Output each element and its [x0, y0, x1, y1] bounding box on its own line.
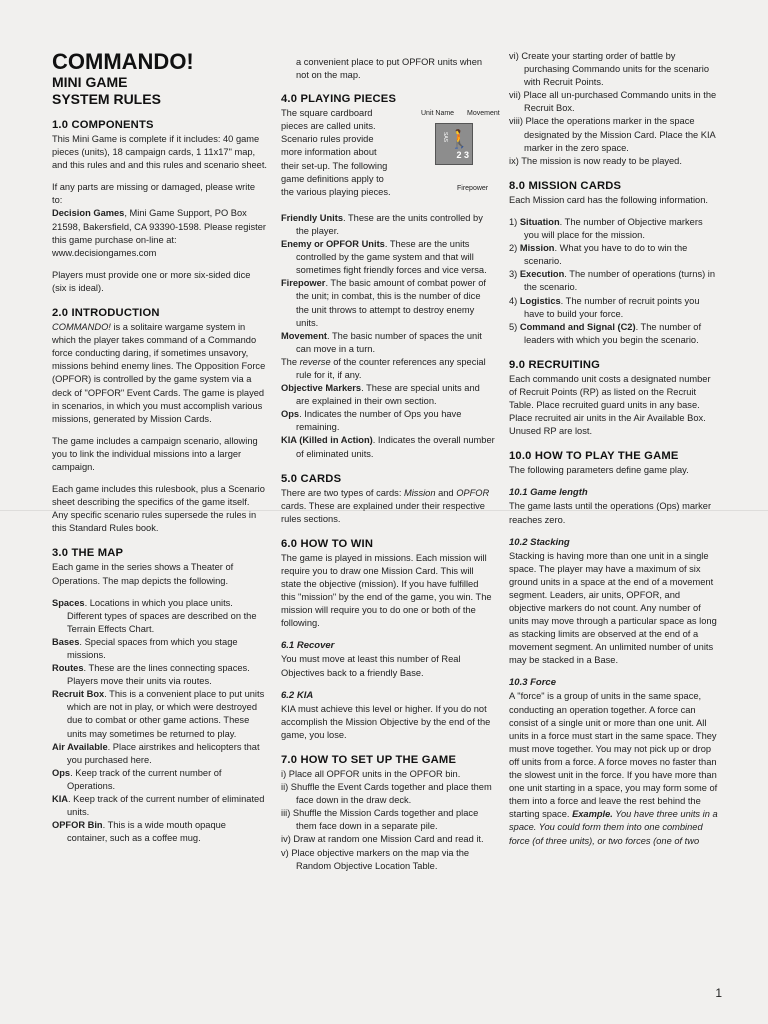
subsection-heading: 10.3 Force	[509, 677, 556, 689]
text: A "force" is a group of units in the same space, conducting an operation together. A force can consist of a single unit or more than one unit. All units in a force must start in the same space. They must move together. You may not pick up or drop off units from a force. A force moves no faster than the slowest unit in the force. If you have more than one unit starting in a space, you may form some of them into a force and leave the rest behind the starting space.	[509, 691, 718, 820]
definition: . The basic number of spaces the unit can move in a turn.	[296, 330, 482, 354]
mission-card-item	[509, 242, 719, 268]
emphasis: reverse	[299, 356, 331, 367]
firepower-label: Firepower	[457, 185, 489, 193]
term: Air Available	[52, 741, 108, 752]
text: cards. These are explained under their respective rules sections.	[281, 500, 485, 524]
item-number: 5)	[509, 321, 520, 332]
paragraph: The following parameters define game play.	[509, 465, 689, 476]
text: If any parts are missing or damaged, please write to:	[52, 182, 256, 206]
emphasis: Mission	[403, 487, 436, 498]
term: Movement	[281, 330, 327, 341]
counter-values: 2 3	[456, 150, 469, 161]
definition: . These are special units and are explained in their own section.	[296, 383, 480, 407]
item-number: 4)	[509, 295, 520, 306]
paragraph	[52, 181, 267, 260]
section-components	[52, 118, 267, 295]
section-mission-cards	[509, 179, 719, 347]
example-text: You have three units in a space. You could form them into one combined force (of three units), or two forces (one of two	[509, 809, 718, 846]
mission-card-item	[509, 295, 719, 321]
definition: . This is a convenient place to put units which are not in play, or which were destroyed due to combat or other game actions. These units may sometimes be returned to play.	[67, 689, 265, 739]
column-2	[281, 56, 500, 884]
definition: . The number of Objective markers you will place for the mission.	[524, 216, 703, 241]
term: KIA (Killed in Action)	[281, 435, 373, 446]
term: Firepower	[281, 278, 326, 289]
term: KIA	[52, 794, 69, 805]
paragraph	[281, 487, 495, 526]
setup-step: v) Place objective markers on the map via the Random Objective Location Table.	[281, 847, 470, 871]
section-heading: 1.0 COMPONENTS	[52, 119, 154, 131]
paragraph: Players must provide one or more six-sided dice (six is ideal).	[52, 269, 251, 293]
setup-step: iv) Draw at random one Mission Card and read it.	[281, 834, 484, 845]
term: Execution	[519, 269, 565, 280]
definition-item	[281, 238, 495, 277]
text: There are two types of cards:	[281, 487, 404, 498]
definition-item	[281, 382, 495, 408]
section-cards	[281, 472, 495, 526]
definition-item	[52, 741, 267, 767]
paragraph: The square cardboard pieces are called units. Scenario rules provide more information about their set-up. The following game definitions apply to the various playing pieces.	[281, 108, 391, 197]
counter-side-text: SAS	[442, 132, 449, 143]
definition: . These are the units controlled by the game system and that will sometimes fight friendly forces and vice versa.	[296, 239, 487, 276]
term: Bases	[52, 636, 80, 647]
section-recruiting	[509, 358, 719, 438]
term: Mission	[519, 243, 555, 254]
term: OPFOR Bin	[52, 820, 103, 831]
section-setup-continued	[509, 50, 719, 168]
item-number: 1)	[509, 216, 520, 227]
definition-item	[52, 636, 267, 662]
setup-step: vi) Create your starting order of battle by purchasing Commando units for the scenario with Recruit Points.	[509, 51, 710, 88]
definition-item	[281, 330, 495, 356]
page-subtitle	[52, 74, 267, 108]
term: Objective Markers	[281, 383, 362, 394]
definition-item	[281, 356, 495, 382]
definition: . Keep track of the current number of Operations.	[67, 767, 222, 791]
section-heading: 8.0 MISSION CARDS	[509, 179, 622, 192]
definition-item	[52, 819, 267, 845]
definition-item	[281, 434, 495, 460]
definition: . Indicates the number of Ops you have remaining.	[296, 409, 462, 433]
definition-item	[281, 408, 495, 434]
mission-card-item	[509, 268, 719, 294]
section-heading: 2.0 INTRODUCTION	[52, 307, 160, 320]
subsection-heading: 6.1 Recover	[281, 640, 335, 652]
definition: . The number of recruit points you have to build your force.	[524, 295, 700, 319]
subsection-heading: 10.1 Game length	[509, 487, 588, 499]
paragraph: KIA must achieve this level or higher. If you do not accomplish the Mission Objective by the end of the game, you lose.	[281, 703, 491, 740]
section-heading: 4.0 PLAYING PIECES	[281, 93, 397, 106]
setup-step: ix) The mission is now ready to be played.	[509, 155, 682, 166]
column-1	[52, 50, 267, 856]
term: Logistics	[519, 295, 561, 306]
definition: . Keep track of the current number of eliminated units.	[67, 794, 265, 818]
term: Recruit Box	[52, 689, 105, 700]
term: Situation	[519, 216, 560, 227]
term: Spaces	[52, 597, 85, 608]
definition: . Special spaces from which you stage missions.	[67, 636, 238, 660]
game-title: COMMANDO!	[52, 322, 111, 333]
definition-item	[281, 212, 495, 238]
mission-card-item	[509, 321, 719, 347]
section-introduction	[52, 306, 267, 535]
company-name: Decision Games	[52, 208, 125, 219]
paragraph: Each game includes this rulesbook, plus a Scenario sheet describing the specifics of the game itself. Any specific scenario rules supersede the rules in this Standard Rules book.	[52, 484, 265, 534]
definition-item	[52, 767, 267, 793]
mission-card-item	[509, 216, 719, 242]
paragraph: Each Mission card has the following information.	[509, 194, 708, 205]
soldier-figure-icon: 🚶	[448, 129, 471, 150]
paragraph: The game lasts until the operations (Ops) marker reaches zero.	[509, 501, 712, 525]
term: Routes	[52, 663, 84, 674]
text: The	[281, 356, 300, 367]
paragraph: The game is played in missions. Each mission will require you to draw one Mission Card. This will state the objective (mission). If you have fulfilled this "mission" by the end of the game, you win. The mission will require you to do one or both of the following.	[281, 552, 492, 629]
continued-text: a convenient place to put OPFOR units when not on the map.	[296, 57, 483, 81]
definition: . These are the lines connecting spaces. Players move their units via routes.	[67, 663, 250, 687]
unit-counter	[435, 123, 473, 165]
paragraph	[52, 321, 267, 426]
section-heading: 9.0 RECRUITING	[509, 358, 601, 371]
section-the-map	[52, 546, 267, 845]
subtitle-line-1: MINI GAME	[52, 74, 128, 90]
section-how-to-play	[509, 449, 719, 847]
definition: . Place airstrikes and helicopters that you purchased here.	[67, 741, 260, 765]
page-title: COMMANDO!	[52, 49, 194, 74]
subtitle-line-2: SYSTEM RULES	[52, 91, 161, 107]
unit-name-label: Unit Name	[421, 110, 455, 118]
paragraph: Each game in the series shows a Theater of Operations. The map depicts the following.	[52, 562, 234, 586]
definition: . The number of leaders with which you begin the scenario.	[524, 321, 702, 345]
section-setup	[281, 753, 495, 873]
paragraph: Each commando unit costs a designated number of Recruit Points (RP) as listed on the Recruit Table. Place recruited guard units in any base. Place recruited air units in the Air Available Box. Unused RP are lost.	[509, 373, 711, 437]
section-how-to-win	[281, 537, 495, 742]
definition: . This is a wide mouth opaque container, such as a coffee mug.	[67, 820, 226, 844]
movement-label: Movement	[467, 110, 500, 118]
subsection-heading: 10.2 Stacking	[509, 536, 570, 548]
emphasis: OPFOR	[456, 487, 490, 498]
section-playing-pieces	[281, 92, 500, 460]
setup-step: vii) Place all un-purchased Commando units in the Recruit Box.	[509, 90, 717, 114]
section-heading: 5.0 CARDS	[281, 472, 342, 485]
unit-counter-diagram	[395, 107, 500, 203]
setup-step: viii) Place the operations marker in the space designated by the Mission Card. Place the KIA marker in the zero space.	[509, 116, 716, 153]
subsection-heading: 6.2 KIA	[281, 689, 314, 701]
term: Ops	[52, 767, 71, 778]
definition-item	[52, 793, 267, 819]
section-heading: 6.0 HOW TO WIN	[281, 537, 374, 550]
item-number: 2)	[509, 243, 520, 254]
text: and	[435, 487, 457, 498]
definition-item	[52, 662, 267, 688]
definition-item	[52, 597, 267, 636]
definition: . The number of operations (turns) in the scenario.	[524, 269, 716, 293]
paragraph: This Mini Game is complete if it includes: 40 game pieces (units), 18 campaign cards, 1 11x17" map, and this rules and and this rules and scenario sheet.	[52, 134, 267, 171]
definition: . These are the units controlled by the player.	[296, 212, 483, 236]
definition-item	[52, 688, 267, 740]
section-heading: 3.0 THE MAP	[52, 547, 124, 560]
paragraph	[509, 690, 719, 847]
term: Friendly Units	[281, 212, 343, 223]
paragraph: You must move at least this number of Real Objectives back to a friendly Base.	[281, 654, 461, 678]
definition-item	[281, 277, 495, 329]
column-3	[509, 50, 719, 859]
setup-step: iii) Shuffle the Mission Cards together and place them face down in a separate pile.	[281, 808, 479, 832]
term: Enemy or OPFOR Units	[281, 239, 385, 250]
paragraph: Stacking is having more than one unit in a single space. The player may have a maximum of six ground units in a space at the end of a movement segment. Leaders, air units, OPFOR, and objective markers do not count. Any number of units may move through a particular space as long as stacking limits are observed at the end of a movement segment. An unlimited number of units may be stacked in a Base.	[509, 550, 717, 666]
section-heading: 10.0 HOW TO PLAY THE GAME	[509, 450, 679, 463]
term: Command and Signal (C2)	[519, 321, 636, 332]
page-number: 1	[715, 986, 722, 1000]
definition-list	[52, 597, 267, 846]
definition: . The basic amount of combat power of the unit; in combat, this is the number of dice the unit throws to attempt to destroy enemy units.	[296, 278, 486, 328]
text: of the counter references any special rule for it, if any.	[296, 356, 486, 380]
term: Ops	[281, 409, 300, 420]
setup-step: ii) Shuffle the Event Cards together and place them face down in the draw deck.	[281, 782, 492, 806]
example-label: Example.	[572, 809, 613, 820]
text: is a solitaire wargame system in which the player takes command of a Commando force conducting daring, if sometimes unsavory, missions behind enemy lines. The Opposition Force (OPFOR) is controlled by the game system via a deck of "OPFOR" Event Cards. The game is played in scenarios, in which you must accomplish various missions, generated by Mission Cards.	[52, 322, 266, 424]
text: , Mini Game Support, PO Box 21598, Bakersfield, CA 93390-1598. Please register this game purchase on-line at: www.decisiongames.com	[52, 208, 266, 258]
paragraph: The game includes a campaign scenario, allowing you to link the individual missions into a larger campaign.	[52, 435, 258, 472]
definition-list	[281, 212, 495, 461]
section-heading: 7.0 HOW TO SET UP THE GAME	[281, 753, 457, 766]
item-number: 3)	[509, 269, 520, 280]
definition: . Locations in which you place units. Different types of spaces are described on the Terrain Effects Chart.	[67, 597, 257, 634]
setup-step: i) Place all OPFOR units in the OPFOR bin.	[281, 768, 461, 779]
definition: . What you have to do to win the scenario.	[524, 243, 688, 267]
definition: . Indicates the overall number of eliminated units.	[296, 435, 495, 459]
